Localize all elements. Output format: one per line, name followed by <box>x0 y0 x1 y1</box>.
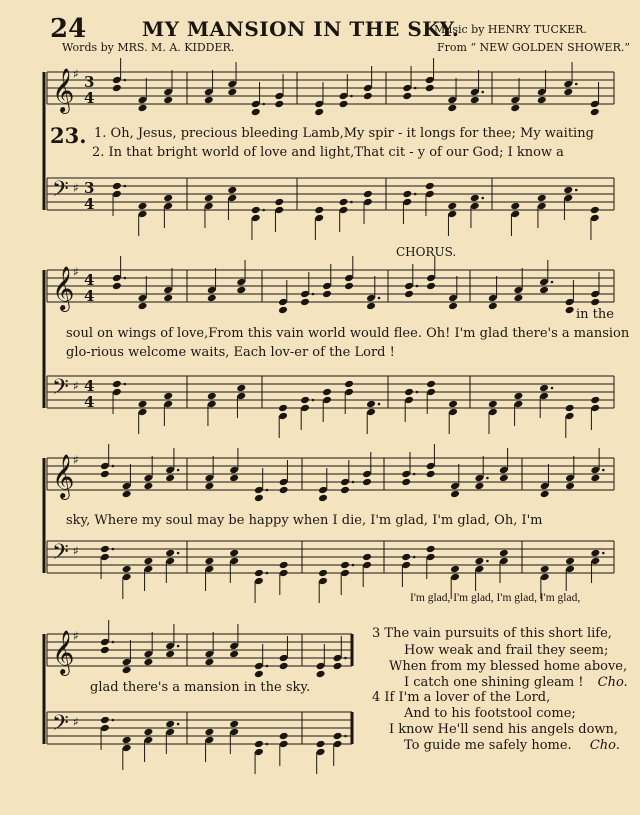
note-head <box>488 302 498 311</box>
note-head <box>339 100 349 109</box>
note-head <box>204 728 214 737</box>
note-head <box>163 96 173 105</box>
stanza-4-line-2: And to his footstool come; <box>404 706 576 721</box>
note-dot <box>575 189 578 192</box>
note-head <box>122 565 132 574</box>
stanza-4-line-3: I know He'll send his angels down, <box>389 722 619 737</box>
note-head <box>447 202 457 211</box>
note-head <box>138 400 148 409</box>
note-head <box>300 396 310 405</box>
note-head <box>278 404 288 413</box>
chorus-cue: Cho. <box>589 738 620 753</box>
note-head <box>565 557 575 566</box>
note-head <box>333 662 343 671</box>
note-dot <box>602 552 605 555</box>
note-dot <box>312 293 315 296</box>
note-dot <box>378 297 381 300</box>
stanza-3-line-3: When from my blessed home above, <box>389 659 628 674</box>
note-head <box>318 569 328 578</box>
alto-response: I'm glad, I'm glad, I'm glad, I'm glad, <box>410 592 581 604</box>
note-head <box>344 380 354 389</box>
note-head <box>112 182 122 191</box>
note-dot <box>124 185 127 188</box>
note-dot <box>344 657 347 660</box>
note-head <box>100 545 110 554</box>
note-head <box>563 186 573 195</box>
note-head <box>279 732 289 741</box>
note-head <box>100 646 110 655</box>
note-head <box>236 286 246 295</box>
note-head <box>539 384 549 393</box>
note-head <box>316 740 326 749</box>
note-head <box>425 84 435 93</box>
note-head <box>404 388 414 397</box>
note-head <box>402 190 412 199</box>
note-head <box>227 88 237 97</box>
note-dot <box>481 91 484 94</box>
note-head <box>590 474 600 483</box>
note-head <box>470 96 480 105</box>
note-dot <box>350 201 353 204</box>
note-head <box>300 298 310 307</box>
note-head <box>204 96 214 105</box>
chorus-label: CHORUS. <box>396 245 457 259</box>
sharp-icon: ♯ <box>73 453 79 467</box>
note-head <box>340 486 350 495</box>
note-dot <box>266 572 269 575</box>
system4-lyrics: glad there's a mansion in the sky. <box>90 680 311 695</box>
note-head <box>143 482 153 491</box>
note-dot <box>551 387 554 390</box>
stanza-4-line-4 <box>404 738 620 753</box>
system1-verse1: 1. Oh, Jesus, precious bleeding Lamb,My spir - it longs for thee; My waiting <box>94 126 594 141</box>
note-head <box>563 88 573 97</box>
note-head <box>426 282 436 291</box>
page-number: 24 <box>50 14 87 44</box>
note-head <box>537 96 547 105</box>
note-head <box>274 198 284 207</box>
note-head <box>450 490 460 499</box>
note-head <box>510 202 520 211</box>
note-head <box>590 108 600 117</box>
note-head <box>236 384 246 393</box>
note-dot <box>551 281 554 284</box>
note-head <box>163 392 173 401</box>
note-head <box>229 474 239 483</box>
sharp-icon: ♯ <box>73 544 79 558</box>
note-head <box>402 92 412 101</box>
note-dot <box>112 548 115 551</box>
note-head <box>112 380 122 389</box>
system2-verse2: glo-rious welcome waits, Each lov-er of the Lord ! <box>66 345 395 360</box>
stanza-line: If I'm a lover of the Lord, <box>384 690 551 705</box>
note-head <box>254 494 264 503</box>
note-dot <box>112 719 115 722</box>
note-dot <box>266 489 269 492</box>
note-dot <box>344 735 347 738</box>
note-dot <box>575 83 578 86</box>
treble-clef-icon: 𝄞 <box>52 266 75 310</box>
time-signature-top: 3 <box>84 73 95 91</box>
note-head <box>279 561 289 570</box>
note-dot <box>352 481 355 484</box>
note-head <box>322 290 332 299</box>
stanza-number: 3 <box>372 626 381 641</box>
note-head <box>590 206 600 215</box>
note-dot <box>177 723 180 726</box>
bass-clef-icon: 𝄢 <box>52 177 69 207</box>
note-head <box>344 282 354 291</box>
note-dot <box>413 556 416 559</box>
note-head <box>474 557 484 566</box>
note-dot <box>266 743 269 746</box>
note-head <box>513 392 523 401</box>
stanza-3-line-1 <box>372 626 612 641</box>
note-head <box>333 732 343 741</box>
note-head <box>316 670 326 679</box>
stanza-3-line-4 <box>404 675 628 690</box>
note-head <box>251 108 261 117</box>
note-head <box>447 104 457 113</box>
sharp-icon: ♯ <box>73 715 79 729</box>
note-head <box>450 565 460 574</box>
note-head <box>426 470 436 479</box>
bass-clef-icon: 𝄢 <box>52 375 69 405</box>
note-head <box>204 658 214 667</box>
note-head <box>540 565 550 574</box>
note-head <box>204 194 214 203</box>
note-dot <box>262 209 265 212</box>
note-dot <box>414 87 417 90</box>
note-head <box>366 400 376 409</box>
note-head <box>322 388 332 397</box>
note-head <box>112 282 122 291</box>
time-signature-bottom: 4 <box>84 393 95 411</box>
note-head <box>513 294 523 303</box>
note-dot <box>481 197 484 200</box>
note-head <box>474 482 484 491</box>
treble-clef-icon: 𝄞 <box>52 630 75 674</box>
note-head <box>363 190 373 199</box>
note-dot <box>413 473 416 476</box>
note-dot <box>486 477 489 480</box>
stanza-3-line-2: How weak and frail they seem; <box>404 643 609 658</box>
system2-verse1-tail: in the <box>576 307 614 322</box>
note-head <box>590 396 600 405</box>
note-head <box>165 650 175 659</box>
note-dot <box>124 79 127 82</box>
note-dot <box>262 103 265 106</box>
note-head <box>590 298 600 307</box>
note-head <box>499 474 509 483</box>
note-dot <box>112 465 115 468</box>
note-dot <box>124 383 127 386</box>
note-head <box>204 557 214 566</box>
note-head <box>229 650 239 659</box>
note-dot <box>602 469 605 472</box>
note-head <box>362 553 372 562</box>
note-head <box>122 736 132 745</box>
note-head <box>254 569 264 578</box>
note-dot <box>352 564 355 567</box>
note-head <box>279 662 289 671</box>
note-dot <box>177 469 180 472</box>
note-dot <box>416 285 419 288</box>
note-head <box>448 400 458 409</box>
note-head <box>229 720 239 729</box>
note-head <box>401 553 411 562</box>
source-credit: From “ NEW GOLDEN SHOWER.” <box>437 41 630 54</box>
stanza-line: The vain pursuits of this short life, <box>384 626 612 641</box>
note-head <box>340 561 350 570</box>
note-head <box>366 302 376 311</box>
note-head <box>112 84 122 93</box>
note-head <box>426 545 436 554</box>
note-head <box>539 286 549 295</box>
chorus-cue: Cho. <box>597 675 628 690</box>
note-head <box>425 182 435 191</box>
bass-clef-icon: 𝄢 <box>52 711 69 741</box>
note-head <box>251 206 261 215</box>
note-head <box>314 206 324 215</box>
note-dot <box>350 95 353 98</box>
note-head <box>163 194 173 203</box>
note-head <box>510 104 520 113</box>
lyricist-credit: Words by MRS. M. A. KIDDER. <box>62 41 235 54</box>
note-head <box>363 92 373 101</box>
note-dot <box>112 641 115 644</box>
note-dot <box>414 193 417 196</box>
note-head <box>100 470 110 479</box>
system3-lyrics: sky, Where my soul may be happy when I die, I'm glad, I'm glad, Oh, I'm <box>66 513 543 528</box>
note-head <box>537 194 547 203</box>
note-head <box>229 549 239 558</box>
sharp-icon: ♯ <box>73 181 79 195</box>
note-head <box>138 202 148 211</box>
system1-verse2: 2. In that bright world of love and light,That cit - y of our God; I know a <box>92 145 564 160</box>
hymn-title: MY MANSION IN THE SKY. <box>142 17 460 41</box>
note-head <box>207 294 217 303</box>
stanza-number: 4 <box>372 690 381 705</box>
note-head <box>254 670 264 679</box>
note-head <box>404 290 414 299</box>
sharp-icon: ♯ <box>73 265 79 279</box>
time-signature-top: 3 <box>84 179 95 197</box>
note-head <box>540 490 550 499</box>
note-head <box>122 490 132 499</box>
note-head <box>426 380 436 389</box>
note-head <box>227 186 237 195</box>
note-dot <box>416 391 419 394</box>
note-head <box>163 294 173 303</box>
time-signature-top: 4 <box>84 377 95 395</box>
note-head <box>143 728 153 737</box>
hymn-number: 23. <box>50 123 87 148</box>
note-dot <box>378 403 381 406</box>
treble-clef-icon: 𝄞 <box>52 454 75 498</box>
bass-clef-icon: 𝄢 <box>52 540 69 570</box>
stanza-4-line-1 <box>372 690 550 705</box>
note-head <box>448 302 458 311</box>
note-head <box>565 306 575 315</box>
note-dot <box>266 665 269 668</box>
sharp-icon: ♯ <box>73 67 79 81</box>
note-head <box>165 720 175 729</box>
note-dot <box>312 399 315 402</box>
note-head <box>165 474 175 483</box>
time-signature-top: 4 <box>84 271 95 289</box>
note-head <box>470 194 480 203</box>
sharp-icon: ♯ <box>73 629 79 643</box>
note-head <box>254 740 264 749</box>
note-head <box>165 549 175 558</box>
note-head <box>499 549 509 558</box>
note-head <box>488 400 498 409</box>
note-head <box>143 557 153 566</box>
note-head <box>138 104 148 113</box>
note-head <box>204 482 214 491</box>
note-dot <box>486 560 489 563</box>
note-head <box>278 306 288 315</box>
composer-credit: Music by HENRY TUCKER. <box>434 23 587 36</box>
note-head <box>318 494 328 503</box>
time-signature-bottom: 4 <box>84 287 95 305</box>
note-head <box>590 549 600 558</box>
note-head <box>122 666 132 675</box>
note-head <box>339 198 349 207</box>
note-head <box>362 478 372 487</box>
system2-verse1: soul on wings of love,From this vain world would flee. Oh! I'm glad there's a mansion <box>66 326 630 341</box>
note-dot <box>124 277 127 280</box>
stanza-line: To guide me safely home. <box>404 738 572 753</box>
note-head <box>100 716 110 725</box>
note-dot <box>177 645 180 648</box>
note-head <box>143 658 153 667</box>
note-dot <box>177 552 180 555</box>
note-head <box>274 100 284 109</box>
note-head <box>565 482 575 491</box>
stanza-line: I catch one shining gleam ! <box>404 675 584 690</box>
treble-clef-icon: 𝄞 <box>52 68 75 112</box>
note-head <box>207 392 217 401</box>
note-head <box>401 478 411 487</box>
time-signature-bottom: 4 <box>84 195 95 213</box>
note-head <box>314 108 324 117</box>
time-signature-bottom: 4 <box>84 89 95 107</box>
note-head <box>565 404 575 413</box>
note-head <box>279 486 289 495</box>
sharp-icon: ♯ <box>73 379 79 393</box>
note-head <box>138 302 148 311</box>
